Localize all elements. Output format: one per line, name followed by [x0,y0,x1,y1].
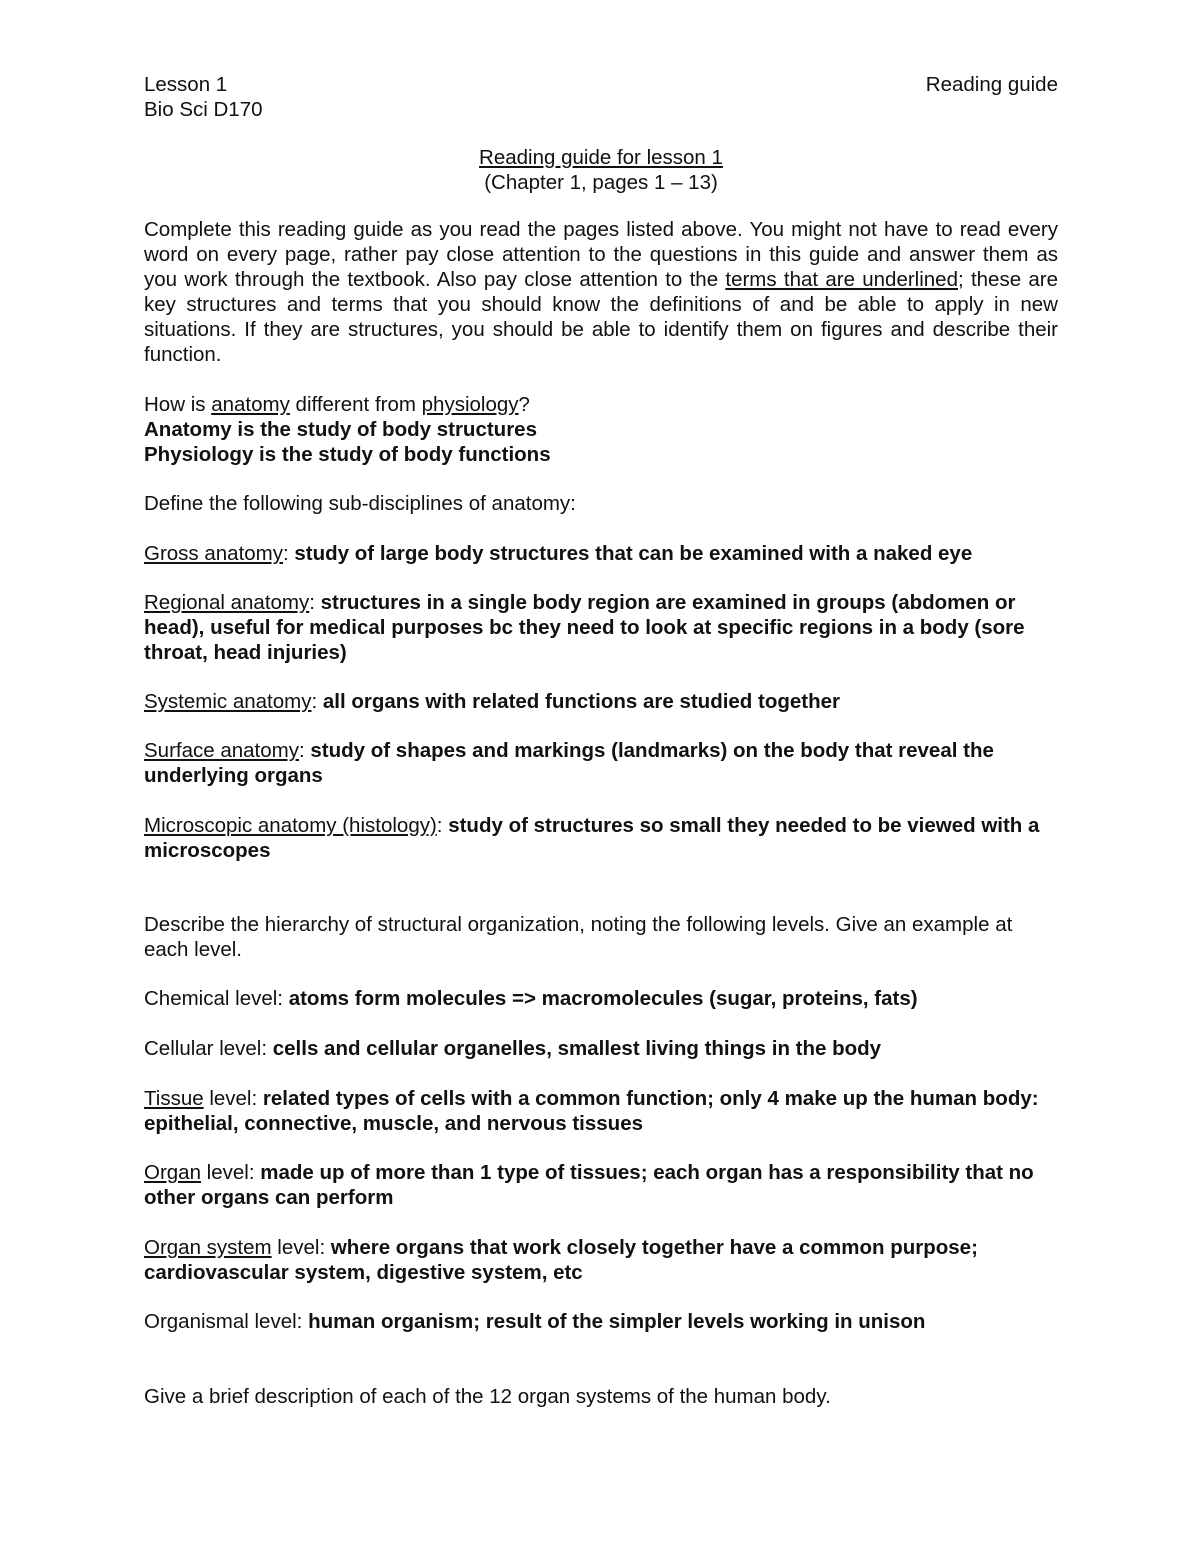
level-label: Cellular level: [144,1037,273,1060]
term-anatomy: anatomy [211,393,290,416]
level-cellular [144,1036,1058,1061]
answer: study of large body structures that can be examined with a naked eye [294,542,973,565]
hierarchy-prompt: Describe the hierarchy of structural organization, noting the following levels. Give an example at each level. [144,913,1013,961]
definition-gross-anatomy [144,541,1058,566]
answer: atoms form molecules => macromolecules (sugar, proteins, fats) [288,987,918,1010]
course-label: Bio Sci D170 [144,98,263,121]
answer: human organism; result of the simpler levels working in unison [308,1310,926,1333]
term: Organ [144,1161,201,1184]
level-chemical [144,986,1058,1011]
question-text [144,392,1058,417]
title-main: Reading guide for lesson 1 [479,146,723,169]
level-organ [144,1160,1058,1210]
answer: made up of more than 1 type of tissues; each organ has a responsibility that no other organs can perform [144,1161,1034,1209]
answer: structures in a single body region are examined in groups (abdomen or head), useful for medical purposes bc they need to look at specific regions in a body (sore throat, head injuries) [144,591,1025,664]
separator: : [283,542,295,565]
document-title [144,145,1058,195]
intro-text-2: ; these are key structures and terms that you should know the definitions of and be able to apply in new situations. If they are structures, you should be able to identify them on figures and describe their function. [144,268,1059,366]
term: Systemic anatomy [144,690,312,713]
answer: cells and cellular organelles, smallest living things in the body [272,1037,882,1060]
term: Regional anatomy [144,591,310,614]
subdisciplines-prompt: Define the following sub-disciplines of anatomy: [144,492,576,515]
definition-systemic-anatomy [144,689,1058,714]
definition-regional-anatomy [144,590,1058,665]
reading-guide-label: Reading guide [925,73,1058,96]
page-header [144,72,1058,122]
question-anatomy-physiology [144,392,1058,467]
answer: study of shapes and markings (landmarks) on the body that reveal the underlying organs [144,739,994,787]
level-organ-system [144,1235,1058,1285]
level-label: Organismal level: [144,1310,309,1333]
definition-surface-anatomy [144,738,1058,788]
level-label: level: [203,1087,263,1110]
level-tissue [144,1086,1058,1136]
term: Surface anatomy [144,739,299,762]
answer: all organs with related functions are studied together [322,690,841,713]
definition-microscopic-anatomy [144,813,1058,863]
answer-physiology: Physiology is the study of body functions [144,443,551,466]
separator: : [309,591,321,614]
question-fragment: ? [518,393,530,416]
intro-paragraph [144,217,1058,367]
question-fragment: different from [289,393,422,416]
separator: : [298,739,311,762]
answer-anatomy: Anatomy is the study of body structures [144,418,537,441]
title-sub: (Chapter 1, pages 1 – 13) [484,171,718,194]
term: Gross anatomy [144,542,283,565]
separator: : [311,690,323,713]
answer: study of structures so small they needed to be viewed with a microscopes [144,814,1040,862]
intro-underlined-text: terms that are underlined [725,268,958,291]
term: Organ system [144,1236,272,1259]
intro-text-1: Complete this reading guide as you read the pages listed above. You might not have to read every word on every page, rather pay close attention to the questions in this guide and answer them as you work through the textbook. Also pay close attention to the [144,218,1058,291]
lesson-label: Lesson 1 [144,73,228,96]
question-fragment: How is [144,393,212,416]
answer: where organs that work closely together have a common purpose; cardiovascular system, digestive system, etc [144,1236,978,1284]
term: Tissue [144,1087,204,1110]
term-physiology: physiology [421,393,519,416]
separator: : [436,814,449,837]
organ-systems-prompt: Give a brief description of each of the 12 organ systems of the human body. [144,1385,831,1408]
answer: related types of cells with a common function; only 4 make up the human body: epithelial, connective, muscle, and nervous tissues [144,1087,1039,1135]
level-label: level: [271,1236,331,1259]
level-label: Chemical level: [144,987,289,1010]
term: Microscopic anatomy (histology) [144,814,437,837]
level-label: level: [200,1161,261,1184]
level-organismal [144,1309,1058,1334]
